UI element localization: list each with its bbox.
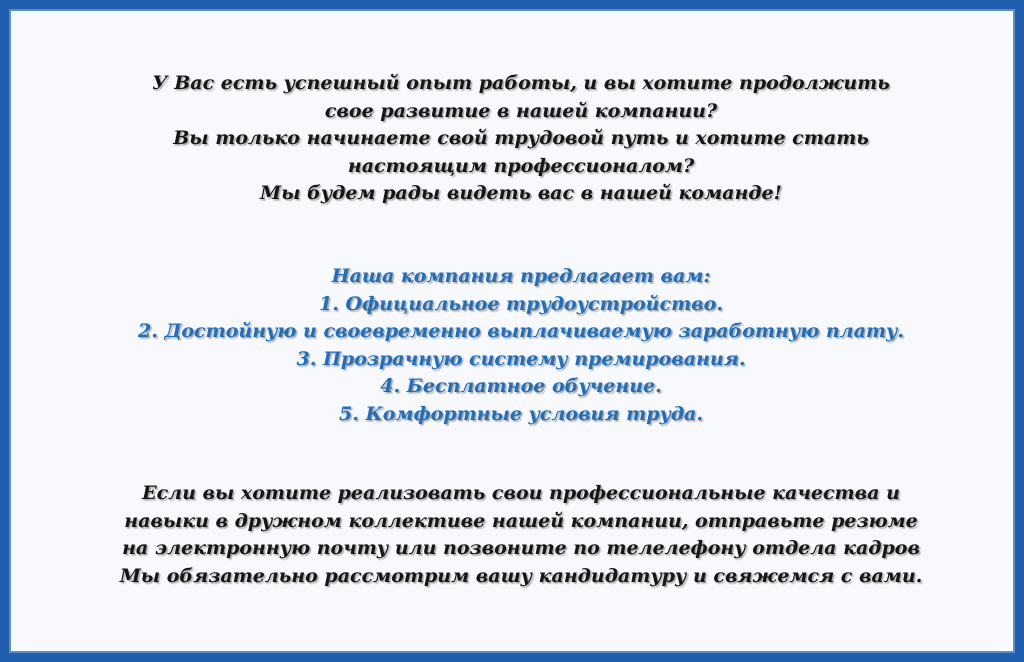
intro-line: Вы только начинаете свой трудовой путь и хотите стать [173, 127, 869, 149]
outro-text-block [49, 480, 993, 590]
offers-list [49, 263, 993, 428]
intro-line: Мы будем рады видеть вас в нашей команде! [260, 182, 782, 204]
outro-line: на электронную почту или позвоните по телелефону отдела кадров [122, 537, 920, 559]
offers-heading: Наша компания предлагает вам: [331, 265, 711, 287]
offer-item: 2. Достойную и своевременно выплачиваемую заработную плату. [138, 320, 904, 342]
offer-item: 3. Прозрачную систему премирования. [296, 347, 746, 370]
offer-item: 1. Официальное трудоустройство. [319, 292, 723, 315]
intro-line: свое развитие в нашей компании? [324, 99, 718, 122]
outro-line: Мы обязательно рассмотрим вашу кандидатуру и свяжемся с вами. [119, 564, 923, 587]
intro-line: настоящим профессионалом? [347, 154, 695, 177]
offer-item: 4. Бесплатное обучение. [380, 375, 662, 397]
intro-text-block [49, 70, 993, 208]
intro-line: У Вас есть успешный опыт работы, и вы хотите продолжить [152, 72, 890, 94]
outro-line: Если вы хотите реализовать свои профессиональные качества и [142, 482, 900, 504]
offer-item: 5. Комфортные условия труда. [339, 402, 703, 425]
outro-line: навыки в дружном коллективе нашей компании, отправьте резюме [124, 509, 918, 532]
